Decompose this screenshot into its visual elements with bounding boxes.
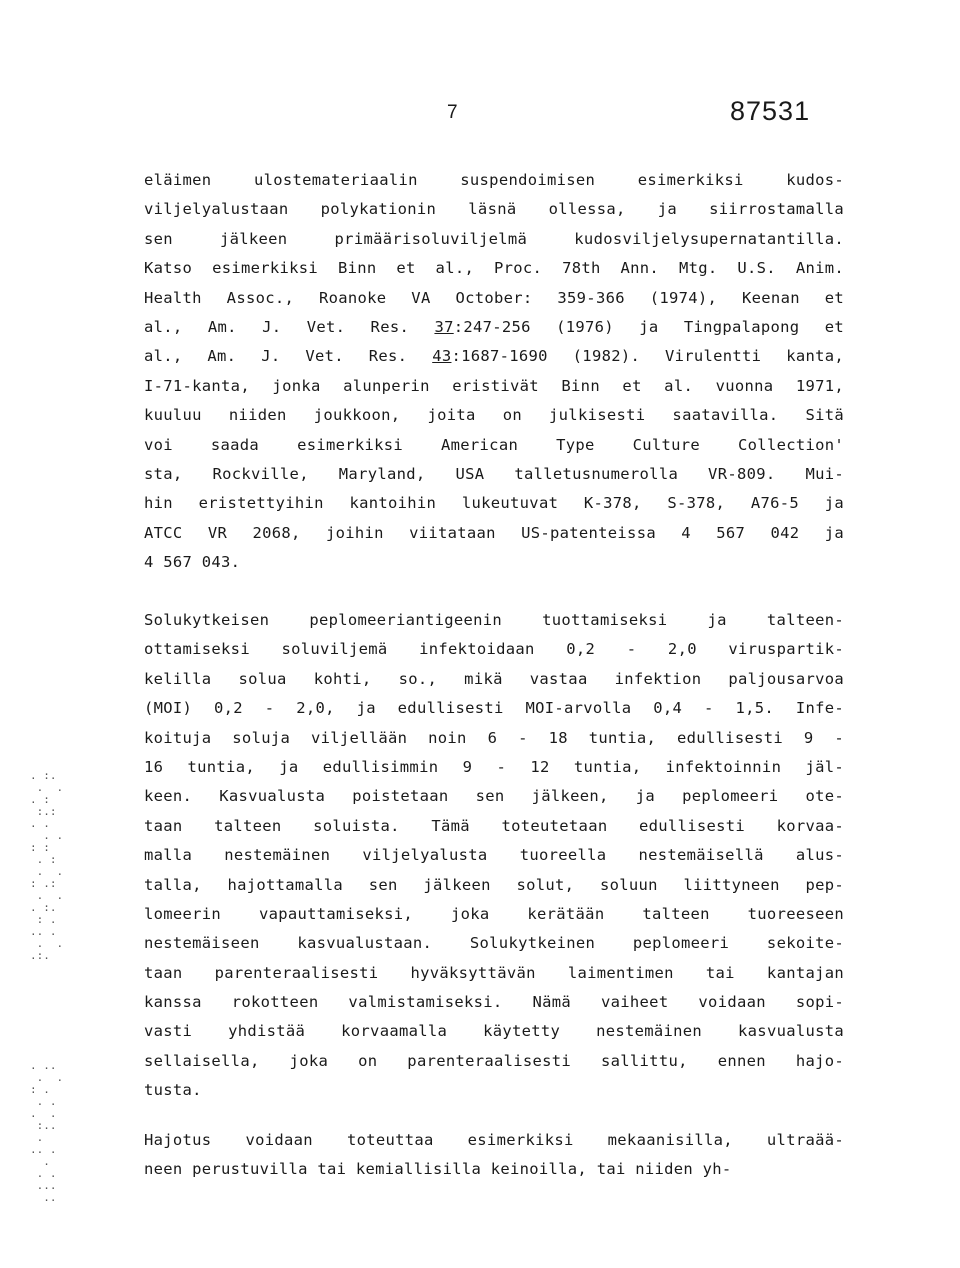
document-number: 87531	[730, 96, 811, 126]
volume-number: 43	[432, 347, 452, 366]
text-line: kelilla solua kohti, so., mikä vastaa infektion paljousarvoa	[144, 669, 844, 688]
volume-number: 37	[434, 317, 454, 336]
text-line: Health Assoc., Roanoke VA October: 359-366 (1974), Keenan et	[144, 288, 844, 307]
text-line: Katso esimerkiksi Binn et al., Proc. 78th Ann. Mtg. U.S. Anim.	[144, 259, 844, 278]
text-line: taan parenteraalisesti hyväksyttävän laimentimen tai kantajan	[144, 963, 844, 982]
paragraph-3	[144, 1126, 844, 1185]
text-line: ATCC VR 2068, joihin viitataan US-patenteissa 4 567 042 ja	[144, 523, 844, 542]
text-line: malla nestemäinen viljelyalusta tuoreella nestemäisellä alus-	[144, 846, 844, 865]
text-line: ottamiseksi soluviljemä infektoidaan 0,2 - 2,0 viruspartik-	[144, 640, 844, 659]
text-line: tusta.	[144, 1081, 202, 1100]
text-line: hin eristettyihin kantoihin lukeutuvat K-378, S-378, A76-5 ja	[144, 494, 844, 513]
text-line: al., Am. J. Vet. Res. 37:247-256 (1976) ja Tingpalapong et	[144, 317, 845, 336]
margin-scan-marks: . :. . . . : :.: . . . . : : . : . . : .: . . . :. : . .. . . . .:.	[30, 769, 64, 962]
text-line: Hajotus voidaan toteuttaa esimerkiksi mekaanisilla, ultraää-	[144, 1131, 844, 1149]
page-number: 7	[447, 102, 458, 123]
text-line: vasti yhdistää korvaamalla käytetty nestemäinen kasvualusta	[144, 1022, 844, 1041]
text-line: Solukytkeisen peplomeeriantigeenin tuottamiseksi ja talteen-	[144, 611, 844, 629]
text-line: I-71-kanta, jonka alunperin eristivät Binn et al. vuonna 1971,	[144, 376, 844, 395]
text-line: voi saada esimerkiksi American Type Culture Collection'	[144, 435, 844, 454]
text-line: taan talteen soluista. Tämä toteutetaan edullisesti korvaa-	[144, 816, 844, 835]
paragraph-2	[144, 606, 844, 1106]
paragraph-1	[144, 166, 844, 577]
margin-scan-marks-lower: . .. . . : . . . . . :.. . .. . . . . ... ..	[30, 1059, 64, 1204]
text-line: 4 567 043.	[144, 553, 241, 572]
text-line: kuuluu niiden joukkoon, joita on julkisesti saatavilla. Sitä	[144, 406, 844, 425]
text-line: 16 tuntia, ja edullisimmin 9 - 12 tuntia, infektoinnin jäl-	[144, 757, 844, 776]
text-line: talla, hajottamalla sen jälkeen solut, soluun liittyneen pep-	[144, 875, 844, 894]
text-line: (MOI) 0,2 - 2,0, ja edullisesti MOI-arvolla 0,4 - 1,5. Infe-	[144, 699, 844, 718]
text-line: neen perustuvilla tai kemiallisilla keinoilla, tai niiden yh-	[144, 1160, 732, 1179]
text-line: viljelyalustaan polykationin läsnä ollessa, ja siirrostamalla	[144, 200, 844, 219]
text-line: sta, Rockville, Maryland, USA talletusnumerolla VR-809. Mui-	[144, 464, 844, 483]
text-line: lomeerin vapauttamiseksi, joka kerätään talteen tuoreeseen	[144, 904, 844, 923]
text-line: kanssa rokotteen valmistamiseksi. Nämä vaiheet voidaan sopi-	[144, 993, 844, 1012]
text-line: koituja soluja viljellään noin 6 - 18 tuntia, edullisesti 9 -	[144, 728, 844, 747]
text-line: keen. Kasvualusta poistetaan sen jälkeen, ja peplomeeri ote-	[144, 787, 844, 806]
text-line: nestemäiseen kasvualustaan. Solukytkeinen peplomeeri sekoite-	[144, 934, 844, 953]
text-line: sen jälkeen primäärisoluviljelmä kudosviljelysupernatantilla.	[144, 229, 844, 248]
text-line: al., Am. J. Vet. Res. 43:1687-1690 (1982). Virulentti kanta,	[144, 347, 844, 366]
text-line: eläimen ulostemateriaalin suspendoimisen esimerkiksi kudos-	[144, 171, 844, 189]
text-line: sellaisella, joka on parenteraalisesti sallittu, ennen hajo-	[144, 1051, 844, 1070]
